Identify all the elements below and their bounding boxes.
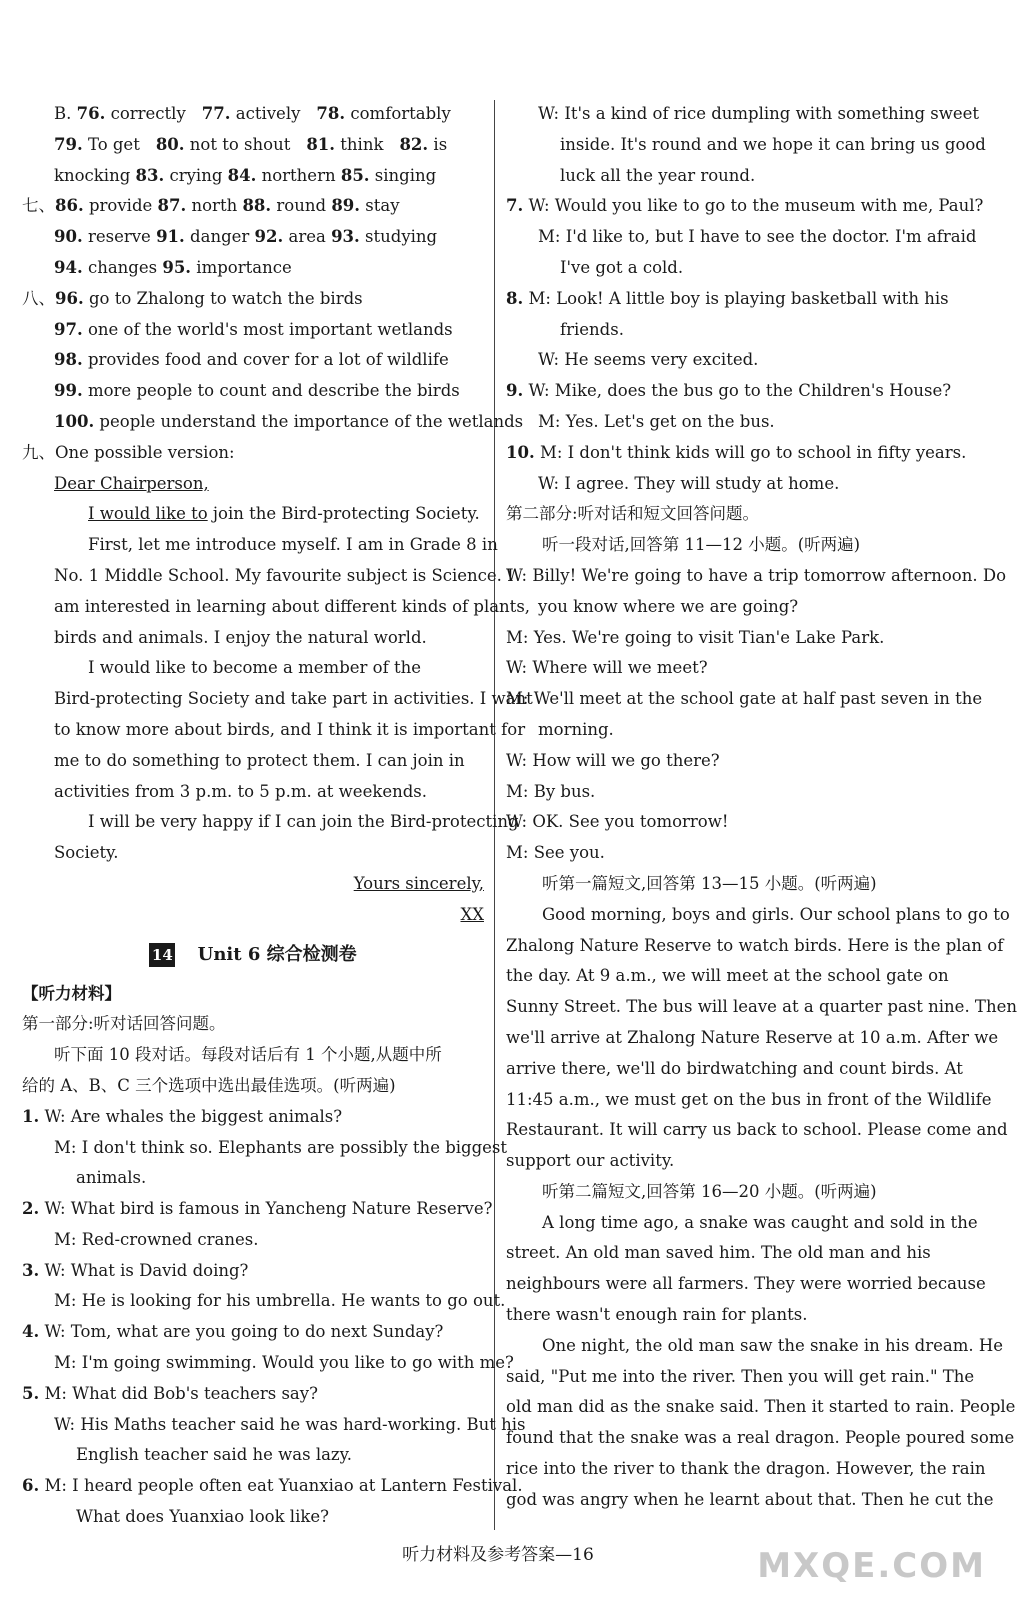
item-number: 82. (399, 134, 429, 154)
text-run: W: His Maths teacher said he was hard-working. But his (54, 1414, 526, 1434)
item-number: 86. (55, 196, 84, 216)
item-number: 8. (506, 288, 524, 308)
text-run: 八、 (22, 288, 55, 308)
text-run: 11:45 a.m., we must get on the bus in front of the Wildlife (506, 1089, 992, 1109)
text-line (506, 746, 964, 777)
text-run: birds and animals. I enjoy the natural world. (54, 627, 427, 647)
text-run: you know where we are going? (538, 596, 799, 616)
text-line (22, 191, 484, 222)
text-run: to know more about birds, and I think it is important for (54, 719, 526, 739)
text-run: provide (83, 196, 158, 216)
text-line (22, 838, 484, 869)
text-run: What does Yuanxiao look like? (76, 1507, 329, 1527)
item-number: 93. (331, 227, 360, 247)
text-run: W: What is David doing? (39, 1260, 249, 1280)
text-run: knocking (54, 165, 136, 185)
text-line (506, 807, 964, 838)
text-line (22, 1256, 484, 1287)
text-line (22, 777, 484, 808)
item-number: 76. (76, 104, 106, 123)
item-number: 79. (54, 134, 83, 154)
item-number: 4. (22, 1322, 40, 1342)
text-line (506, 1331, 1004, 1362)
text-line (506, 222, 977, 253)
text-line (22, 746, 484, 777)
text-run: me to do something to protect them. I can join in (54, 750, 465, 770)
item-number: 89. (331, 196, 361, 216)
item-number: 88. (242, 196, 272, 216)
listening-material-continued (506, 99, 1017, 1516)
text-run: W: Mike, does the bus go to the Children's House? (523, 381, 952, 401)
text-run: god was angry when he learnt about that. Then he cut the (506, 1489, 994, 1509)
text-line (22, 715, 526, 746)
text-line (506, 284, 964, 315)
text-line (506, 1146, 964, 1177)
text-line (506, 1392, 1016, 1423)
text-run: inside. It's round and we hope it can bring us good (560, 134, 986, 154)
text-run: M: I'd like to, but I have to see the doctor. I'm afraid (538, 227, 977, 247)
text-line (22, 1286, 506, 1317)
item-number: 98. (54, 350, 83, 370)
answer-key-section (22, 99, 533, 931)
text-run: M: See you. (506, 843, 605, 863)
text-run: M: Red-crowned cranes. (54, 1229, 259, 1249)
text-run: Yours sincerely, (353, 873, 484, 893)
text-run: One night, the old man saw the snake in his dream. He (542, 1335, 1004, 1355)
item-number: 94. (54, 257, 83, 277)
item-number: 2. (22, 1199, 40, 1219)
text-run: animals. (76, 1168, 147, 1188)
item-number: 97. (54, 319, 83, 339)
text-run: more people to count and describe the birds (82, 381, 460, 401)
text-run: 第一部分:听对话回答问题。 (22, 1014, 226, 1034)
text-run: crying (164, 165, 228, 185)
item-number: 84. (227, 165, 257, 185)
text-run: W: I agree. They will study at home. (538, 473, 840, 493)
text-run: danger (184, 227, 255, 247)
text-run: think (335, 134, 384, 154)
text-line (22, 1009, 484, 1040)
text-line (506, 931, 1004, 962)
text-run: we'll arrive at Zhalong Nature Reserve at 10 a.m. After we (506, 1027, 999, 1047)
text-run: people understand the importance of the wetlands (94, 411, 524, 431)
text-run: M: What did Bob's teachers say? (39, 1383, 318, 1403)
text-line (506, 1023, 999, 1054)
text-run: 听下面 10 段对话。每段对话后有 1 个小题,从题中所 (54, 1045, 442, 1065)
item-number: 91. (156, 227, 185, 247)
text-line (506, 592, 964, 623)
item-number: 【听力材料】 (22, 983, 121, 1003)
text-line (506, 253, 964, 284)
text-line (506, 684, 983, 715)
text-line (22, 1379, 484, 1410)
text-run: M: I heard people often eat Yuanxiao at Lantern Festival. (39, 1476, 523, 1496)
text-run: M: Yes. We're going to visit Tian'e Lake Park. (506, 627, 885, 647)
text-run: M: We'll meet at the school gate at half past seven in the (506, 689, 983, 709)
text-line (506, 777, 964, 808)
site-watermark: MXQE.COM (757, 1546, 986, 1586)
text-run: Good morning, boys and girls. Our school plans to go to (542, 904, 1010, 924)
text-run: not to shout (184, 134, 291, 154)
item-number: 96. (55, 288, 84, 308)
text-run: Bird-protecting Society and take part in activities. I want (54, 689, 533, 709)
item-number: 3. (22, 1260, 40, 1280)
text-run: A long time ago, a snake was caught and sold in the (542, 1212, 978, 1232)
text-line (22, 407, 524, 438)
text-run: I've got a cold. (560, 257, 684, 277)
text-line (22, 592, 531, 623)
text-run: W: It's a kind of rice dumpling with something sweet (538, 104, 980, 123)
text-line (22, 499, 484, 530)
text-line (22, 1317, 484, 1348)
text-line (506, 1085, 992, 1116)
text-line (22, 1440, 484, 1471)
unit-heading (22, 935, 484, 975)
text-run: 七、 (22, 196, 55, 216)
text-line (22, 1348, 514, 1379)
text-line (22, 222, 484, 253)
text-line (22, 161, 484, 192)
right-column (506, 99, 1017, 1516)
text-run: old man did as the snake said. Then it started to rain. People (506, 1397, 1016, 1417)
text-run: friends. (560, 319, 624, 339)
text-line (506, 838, 964, 869)
text-run: W: Would you like to go to the museum with me, Paul? (523, 196, 984, 216)
text-line (22, 900, 484, 931)
text-line (22, 438, 484, 469)
text-run: reserve (82, 227, 157, 247)
text-run: importance (191, 257, 292, 277)
text-line (22, 623, 484, 654)
text-run: the day. At 9 a.m., we will meet at the school gate on (506, 966, 949, 986)
text-run: I would like to become a member of the (88, 658, 421, 678)
text-line (506, 1300, 964, 1331)
text-run: M: I don't think so. Elephants are possibly the biggest (54, 1137, 508, 1157)
text-run: said, "Put me into the river. Then you will get rain." The (506, 1366, 975, 1386)
text-run: arrive there, we'll do birdwatching and count birds. At (506, 1058, 963, 1078)
text-run: I would like to (88, 504, 208, 524)
text-run: go to Zhalong to watch the birds (83, 288, 363, 308)
listening-material-part1 (22, 979, 526, 1533)
text-run: 九、One possible version: (22, 442, 235, 462)
text-run: support our activity. (506, 1151, 675, 1171)
text-run: W: How will we go there? (506, 750, 720, 770)
text-run: English teacher said he was lazy. (76, 1445, 353, 1465)
text-run: M: I don't think kids will go to school in fifty years. (534, 442, 967, 462)
text-line (506, 1454, 986, 1485)
text-line (506, 161, 964, 192)
text-run: M: Yes. Let's get on the bus. (538, 411, 775, 431)
text-run: M: He is looking for his umbrella. He wants to go out. (54, 1291, 506, 1311)
text-run: W: Where will we meet? (506, 658, 708, 678)
text-run: Sunny Street. The bus will leave at a quarter past nine. Then (506, 997, 1017, 1017)
text-line (506, 992, 1017, 1023)
item-number: 9. (506, 381, 524, 401)
text-line (506, 499, 964, 530)
item-number: 5. (22, 1383, 40, 1403)
text-run: M: Look! A little boy is playing basketball with his (523, 288, 949, 308)
text-run: First, let me introduce myself. I am in Grade 8 in (88, 535, 498, 555)
text-line (22, 315, 484, 346)
text-run: XX (460, 904, 484, 924)
text-line (506, 1054, 964, 1085)
text-run: 听第二篇短文,回答第 16—20 小题。(听两遍) (542, 1181, 877, 1201)
text-line (22, 284, 484, 315)
text-run: north (186, 196, 243, 216)
item-number: 90. (54, 227, 83, 247)
text-run: 第二部分:听对话和短文回答问题。 (506, 504, 760, 524)
text-line (506, 407, 964, 438)
text-run: actively (230, 104, 301, 123)
text-line (506, 530, 964, 561)
text-run: M: I'm going swimming. Would you like to go with me? (54, 1353, 514, 1373)
text-line (506, 653, 964, 684)
text-line (506, 191, 984, 222)
unit-number-badge: 14 (149, 943, 175, 967)
text-line (506, 623, 964, 654)
text-run: correctly (105, 104, 186, 123)
text-line (22, 1102, 484, 1133)
text-line (506, 1208, 978, 1239)
page-footer: 听力材料及参考答案—16 (402, 1545, 594, 1565)
text-line (506, 869, 964, 900)
text-run: W: What bird is famous in Yancheng Nature Reserve? (39, 1199, 493, 1219)
text-line (22, 1163, 484, 1194)
item-number: 80. (155, 134, 185, 154)
text-run: Society. (54, 843, 119, 863)
text-run: W: OK. See you tomorrow! (506, 812, 729, 832)
text-run: there wasn't enough rain for plants. (506, 1305, 808, 1325)
text-line (22, 653, 484, 684)
text-line (506, 1269, 986, 1300)
text-line (22, 979, 484, 1010)
item-number: 85. (340, 165, 370, 185)
text-line (506, 99, 980, 130)
text-line (22, 130, 484, 161)
text-line (506, 1238, 964, 1269)
text-run: Restaurant. It will carry us back to school. Please come and (506, 1120, 1008, 1140)
text-run: activities from 3 p.m. to 5 p.m. at weekends. (54, 781, 427, 801)
text-line (506, 1115, 1008, 1146)
text-run: Zhalong Nature Reserve to watch birds. Here is the plan of (506, 935, 1004, 955)
text-line (506, 376, 964, 407)
text-run: stay (360, 196, 400, 216)
item-number: 100. (54, 411, 95, 431)
item-number: 81. (306, 134, 336, 154)
text-line (506, 1485, 994, 1516)
left-column (22, 99, 533, 1533)
text-run: luck all the year round. (560, 165, 756, 185)
item-number: 1. (22, 1106, 40, 1126)
item-number: 87. (157, 196, 187, 216)
text-line (506, 961, 964, 992)
item-number: 77. (201, 104, 231, 123)
text-run: join the Bird-protecting Society. (207, 504, 480, 524)
text-run: To get (82, 134, 140, 154)
text-line (506, 1362, 975, 1393)
text-run: W: He seems very excited. (538, 350, 759, 370)
item-number: 6. (22, 1476, 40, 1496)
text-line (22, 1410, 526, 1441)
text-line (22, 1071, 484, 1102)
text-line (22, 469, 484, 500)
text-run: provides food and cover for a lot of wildlife (82, 350, 449, 370)
item-number: 7. (506, 196, 524, 216)
text-run: area (283, 227, 332, 247)
text-line (506, 561, 1007, 592)
text-run: neighbours were all farmers. They were worried because (506, 1274, 986, 1294)
text-run: is (428, 134, 448, 154)
text-line (22, 99, 484, 130)
text-run: street. An old man saved him. The old man and his (506, 1243, 931, 1263)
text-line (22, 1133, 508, 1164)
text-line (22, 684, 533, 715)
text-run: singing (369, 165, 437, 185)
text-run: rice into the river to thank the dragon. However, the rain (506, 1459, 986, 1479)
text-run: Dear Chairperson, (54, 473, 209, 493)
item-number: 95. (162, 257, 192, 277)
text-line (22, 1194, 493, 1225)
text-line (506, 900, 1010, 931)
text-run: changes (82, 257, 163, 277)
text-line (506, 1177, 964, 1208)
text-run: W: Are whales the biggest animals? (39, 1106, 343, 1126)
text-line (506, 438, 967, 469)
text-run: M: By bus. (506, 781, 596, 801)
text-run: B. (54, 104, 77, 123)
text-line (22, 1502, 484, 1533)
text-line (22, 530, 498, 561)
text-run: found that the snake was a real dragon. People poured some (506, 1428, 1015, 1448)
text-run: comfortably (345, 104, 451, 123)
text-line (506, 315, 964, 346)
text-run: studying (359, 227, 438, 247)
text-line (506, 1423, 1015, 1454)
text-line (22, 807, 519, 838)
unit-title: Unit 6 综合检测卷 (197, 943, 357, 965)
text-line (506, 715, 964, 746)
text-run: one of the world's most important wetlands (82, 319, 453, 339)
item-number: 83. (135, 165, 165, 185)
text-run: W: Billy! We're going to have a trip tomorrow afternoon. Do (506, 565, 1007, 585)
text-line (22, 1040, 484, 1071)
text-run: I will be very happy if I can join the Bird-protecting (88, 812, 519, 832)
item-number: 10. (506, 442, 535, 462)
text-line (506, 469, 964, 500)
text-line (22, 869, 484, 900)
text-run: round (271, 196, 332, 216)
text-run: No. 1 Middle School. My favourite subject is Science. I (54, 565, 514, 585)
text-line (22, 561, 514, 592)
text-line (22, 1471, 523, 1502)
text-run: 听一段对话,回答第 11—12 小题。(听两遍) (542, 535, 861, 555)
text-line (22, 1225, 484, 1256)
item-number: 92. (254, 227, 284, 247)
text-run: morning. (538, 719, 614, 739)
text-line (506, 130, 986, 161)
text-line (22, 253, 484, 284)
text-run: 给的 A、B、C 三个选项中选出最佳选项。(听两遍) (22, 1075, 396, 1095)
text-run: am interested in learning about different kinds of plants, (54, 596, 531, 616)
item-number: 78. (316, 104, 346, 123)
text-run: 听第一篇短文,回答第 13—15 小题。(听两遍) (542, 873, 877, 893)
text-line (22, 345, 484, 376)
text-line (506, 345, 964, 376)
text-run: northern (256, 165, 341, 185)
text-line (22, 376, 484, 407)
text-run: W: Tom, what are you going to do next Sunday? (39, 1322, 444, 1342)
item-number: 99. (54, 381, 83, 401)
